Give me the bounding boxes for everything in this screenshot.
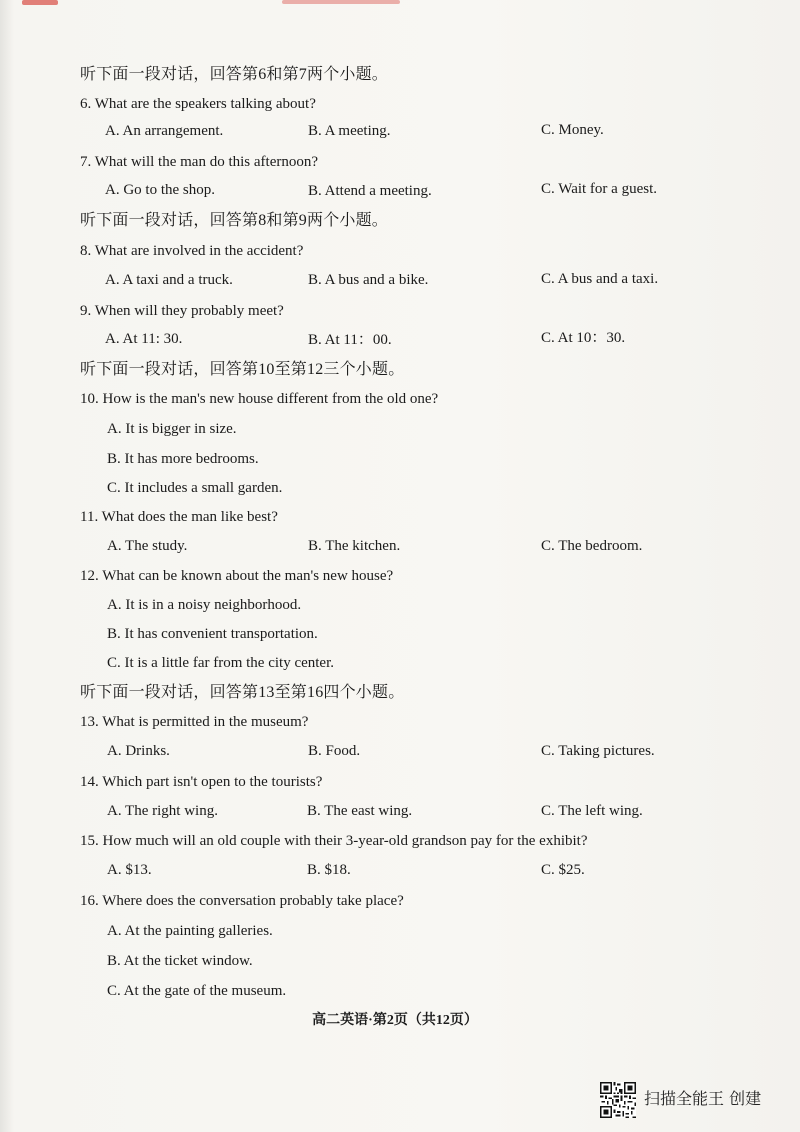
option-a: A. The right wing. xyxy=(107,803,218,819)
section-heading: 听下面一段对话，回答第6和第7两个小题。 xyxy=(80,66,389,83)
option-a: A. Go to the shop. xyxy=(105,182,215,198)
option-b: B. At 11：00. xyxy=(308,332,392,348)
option-c: C. The bedroom. xyxy=(541,538,643,554)
option-c: C. Wait for a guest. xyxy=(541,181,657,197)
question-stem: 14. Which part isn't open to the tourists? xyxy=(80,774,323,790)
question-stem: 10. How is the man's new house different from the old one? xyxy=(80,391,439,407)
option-a: A. An arrangement. xyxy=(105,123,224,139)
section-heading: 听下面一段对话，回答第10至第12三个小题。 xyxy=(80,361,405,378)
question-stem: 11. What does the man like best? xyxy=(80,509,278,525)
red-stamp-mark-center xyxy=(282,0,400,4)
option-a: A. It is in a noisy neighborhood. xyxy=(107,597,302,613)
question-stem: 6. What are the speakers talking about? xyxy=(80,96,316,112)
question-stem: 8. What are involved in the accident? xyxy=(80,243,304,259)
option-c: C. A bus and a taxi. xyxy=(541,271,659,287)
option-b: B. Attend a meeting. xyxy=(308,183,432,199)
option-c: C. Taking pictures. xyxy=(541,743,655,759)
question-stem: 13. What is permitted in the museum? xyxy=(80,714,309,730)
option-b: B. $18. xyxy=(307,862,351,878)
question-stem: 15. How much will an old couple with their 3-year-old grandson pay for the exhibit? xyxy=(80,833,588,849)
option-b: B. It has convenient transportation. xyxy=(107,626,318,642)
section-heading: 听下面一段对话，回答第8和第9两个小题。 xyxy=(80,212,389,229)
red-stamp-mark-left xyxy=(22,0,58,5)
scanner-watermark xyxy=(598,1080,788,1120)
option-c: C. It is a little far from the city center. xyxy=(107,655,335,671)
option-a: A. $13. xyxy=(107,862,152,878)
option-a: A. The study. xyxy=(107,538,188,554)
question-stem: 9. When will they probably meet? xyxy=(80,303,284,319)
option-a: A. It is bigger in size. xyxy=(107,421,237,437)
option-a: A. A taxi and a truck. xyxy=(105,272,233,288)
option-b: B. A bus and a bike. xyxy=(308,272,429,288)
section-heading: 听下面一段对话，回答第13至第16四个小题。 xyxy=(80,684,405,701)
question-stem: 12. What can be known about the man's new house? xyxy=(80,568,394,584)
option-c: C. Money. xyxy=(541,122,604,138)
option-c: C. At the gate of the museum. xyxy=(107,983,287,999)
option-a: A. At 11: 30. xyxy=(105,331,183,347)
option-a: A. Drinks. xyxy=(107,743,170,759)
qr-code-icon xyxy=(600,1082,636,1118)
option-b: B. It has more bedrooms. xyxy=(107,451,259,467)
option-b: B. A meeting. xyxy=(308,123,391,139)
option-b: B. The kitchen. xyxy=(308,538,401,554)
scanner-watermark-text: 扫描全能王 创建 xyxy=(644,1089,762,1108)
question-stem: 16. Where does the conversation probably take place? xyxy=(80,893,404,909)
option-c: C. The left wing. xyxy=(541,803,643,819)
option-b: B. At the ticket window. xyxy=(107,953,253,969)
option-c: C. It includes a small garden. xyxy=(107,480,283,496)
page-footer-label: 高二英语·第2页（共12页） xyxy=(312,1013,478,1028)
option-b: B. The east wing. xyxy=(307,803,413,819)
option-b: B. Food. xyxy=(308,743,361,759)
question-stem: 7. What will the man do this afternoon? xyxy=(80,154,319,170)
option-a: A. At the painting galleries. xyxy=(107,923,273,939)
option-c: C. $25. xyxy=(541,862,585,878)
option-c: C. At 10：30. xyxy=(541,330,626,346)
